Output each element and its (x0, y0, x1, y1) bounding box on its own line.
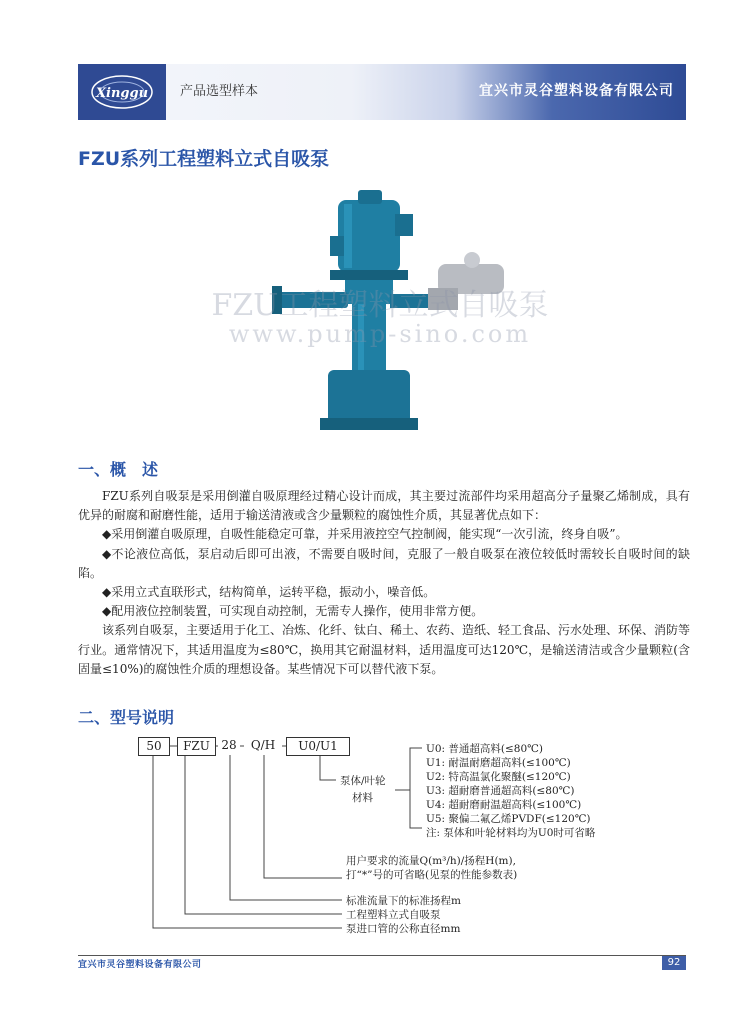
explanation-optional: 打“*”号的可省略(见泵的性能参数表) (346, 869, 518, 881)
overview-bullet: ◆采用立式直联形式，结构简单，运转平稳，振动小，噪音低。 (102, 585, 436, 600)
model-heading: 二、型号说明 (78, 708, 175, 727)
overview-paragraph: FZU系列自吸泵是采用倒灌自吸原理经过精心设计而成，其主要过流部件均采用超高分子量聚乙烯制成，具有优异的耐腐和耐磨性能，适用于输送清液或含少量颗粒的腐蚀性介质，其显著优点如下： (78, 489, 690, 523)
overview-bullet: ◆不论液位高低，泵启动后即可出液，不需要自吸时间，克服了一般自吸泵在液位较低时需较长自吸时间的缺陷。 (78, 546, 690, 580)
watermark-title: FZU工程塑料立式自吸泵 (211, 288, 549, 323)
explanation-standard-head: 标准流量下的标准扬程m (346, 895, 461, 907)
footer-company-name: 宜兴市灵谷塑料设备有限公司 (78, 960, 202, 970)
code-series: FZU (177, 737, 216, 756)
explanation-diameter: 泵进口管的公称直径mm (346, 923, 461, 935)
material-label-2: 材料 (352, 792, 373, 804)
watermark-url: www.pump-sino.com (228, 320, 532, 348)
code-head: 28 (218, 737, 240, 754)
page-title: FZU系列工程塑料立式自吸泵 (78, 148, 330, 170)
overview-paragraph: 该系列自吸泵，主要适用于化工、冶炼、化纤、钛白、稀土、农药、造纸、轻工食品、污水处理、环保、消防等行业。通常情况下，其适用温度为≤80℃，换用其它耐温材料，适用温度可达120℃，是输送清洁或含少量颗粒(含固量≤10%)的腐蚀性介质的理想设备。某些情况下可以替代液下泵。 (78, 623, 691, 676)
code-flow-head: Q/H (244, 737, 282, 754)
explanation-pump-type: 工程塑料立式自吸泵 (346, 909, 441, 921)
logo-text: Xinggu (95, 86, 149, 101)
material-option: U2: 特高温氯化聚醚(≤120℃) (426, 771, 571, 783)
material-option: U3: 超耐磨普通超高料(≤80℃) (426, 785, 575, 797)
overview-bullet: ◆配用液位控制装置，可实现自动控制，无需专人操作，使用非常方便。 (102, 604, 484, 619)
overview-heading: 一、概 述 (78, 460, 159, 479)
explanation-flow-head: 用户要求的流量Q(m³/h)/扬程H(m), (346, 855, 516, 867)
material-label: 泵体/叶轮 (340, 775, 386, 787)
material-option: U0: 普通超高料(≤80℃) (426, 743, 544, 755)
header-company-name: 宜兴市灵谷塑料设备有限公司 (479, 83, 674, 99)
code-diameter: 50 (138, 737, 170, 756)
material-note: 注: 泵体和叶轮材料均为U0时可省略 (426, 827, 596, 839)
overview-bullet: ◆采用倒灌自吸原理，自吸性能稳定可靠，并采用液控空气控制阀，能实现“一次引流，终身自吸”。 (102, 527, 628, 542)
material-option: U1: 耐温耐磨超高料(≤100℃) (426, 757, 571, 769)
catalog-label: 产品选型样本 (180, 84, 259, 99)
material-option: U5: 聚偏二氟乙烯PVDF(≤120℃) (426, 813, 591, 825)
footer-divider (78, 955, 686, 956)
code-material: U0/U1 (286, 737, 350, 756)
material-option: U4: 超耐磨耐温超高料(≤100℃) (426, 799, 582, 811)
page-number: 92 (662, 956, 686, 970)
